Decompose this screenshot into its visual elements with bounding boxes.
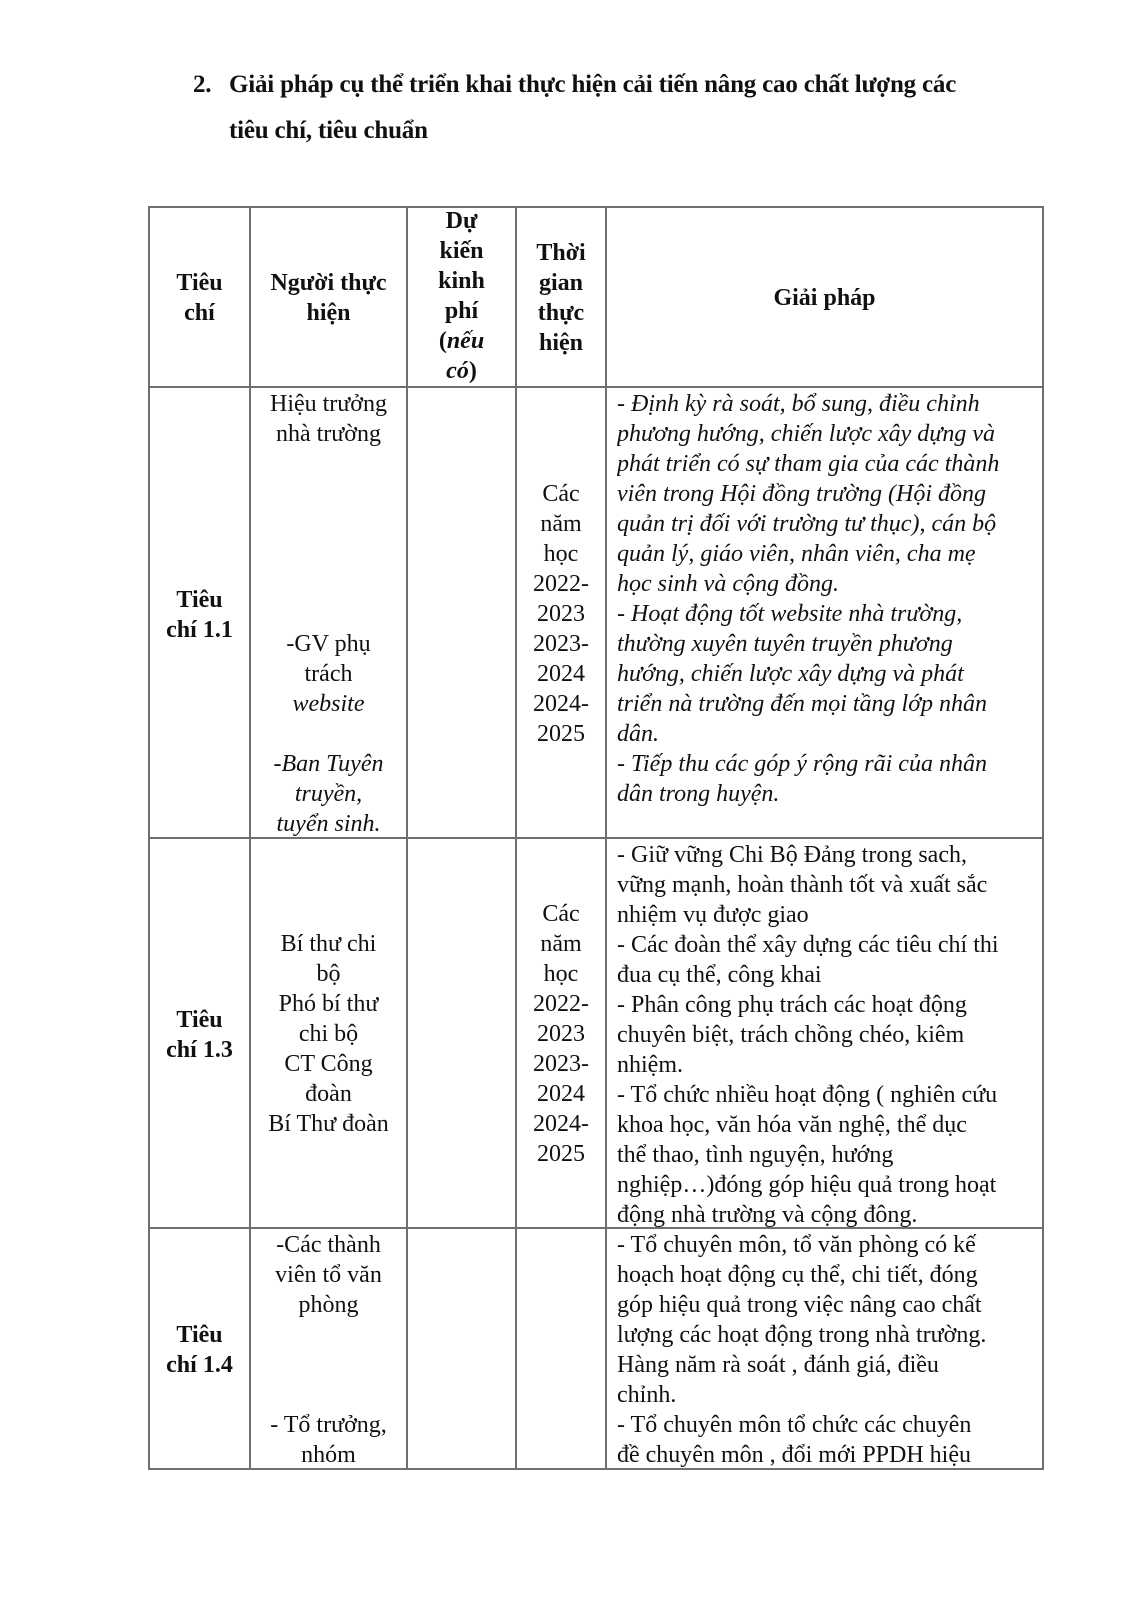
row-solution: - Giữ vững Chi Bộ Đảng trong sach, vững mạnh, hoàn thành tốt và xuất sắc nhiệm vụ được giao - Các đoàn thể xây dựng các tiêu chí thi đua cụ thể, công khai - Phân công phụ trách các hoạt động chuyên biệt, trách chồng chéo, kiêm nhiệm. - Tổ chức nhiều hoạt động ( nghiên cứu khoa học, văn hóa văn nghệ, thể dục thể thao, tình nguyện, hướng nghiệp…)đóng góp hiệu quả trong hoạt động nhà trường và cộng đông.	[617, 842, 999, 1228]
header-solution: Giải pháp	[773, 285, 876, 311]
row-solution: - Tổ chuyên môn, tổ văn phòng có kế hoạch hoạt động cụ thể, chi tiết, đóng góp hiệu quả trong việc nâng cao chất lượng các hoạt động trong nhà trường. Hàng năm rà soát , đánh giá, điều chỉnh. - Tổ chuyên môn tổ chức các chuyên đề chuyên môn , đổi mới PPDH hiệu	[617, 1232, 987, 1468]
section-title-line: Giải pháp cụ thể triển khai thực hiện cải tiến nâng cao chất lượng các	[229, 71, 957, 98]
row-criterion: Tiêu chí 1.1	[166, 587, 233, 643]
row-person: Hiệu trưởng nhà trường	[269, 391, 387, 447]
row-time: Các năm học 2022- 2023 2023- 2024 2024- 2025	[533, 901, 589, 1167]
row-person: -Các thành viên tổ văn phòng	[275, 1232, 382, 1318]
header-criterion: Tiêu chí	[176, 270, 223, 326]
row-person: - Tổ trưởng, nhóm	[270, 1412, 387, 1468]
section-number: 2.	[193, 71, 212, 98]
table-border	[148, 206, 1044, 208]
section-title-line: tiêu chí, tiêu chuẩn	[229, 117, 428, 144]
header-budget: Dự kiến kinh phí (nếu có)	[438, 208, 485, 384]
header-time: Thời gian thực hiện	[536, 240, 586, 356]
solutions-table	[148, 206, 1044, 1470]
header-person: Người thực hiện	[270, 270, 387, 326]
row-divider	[148, 386, 1044, 388]
row-solution: - Định kỳ rà soát, bổ sung, điều chỉnh phương hướng, chiến lược xây dựng và phát triển có sự tham gia của các thành viên trong Hội đồng trường (Hội đồng quản trị đối với trường tư thục), cán bộ quản lý, giáo viên, nhân viên, cha mẹ học sinh và cộng đồng. - Hoạt động tốt website nhà trường, thường xuyên tuyên truyền phương hướng, chiến lược xây dựng và phát triển nà trường đến mọi tầng lớp nhân dân. - Tiếp thu các góp ý rộng rãi của nhân dân trong huyện.	[617, 391, 1000, 807]
row-person: -GV phụ trách website	[286, 631, 371, 717]
row-criterion: Tiêu chí 1.4	[166, 1322, 233, 1378]
row-time: Các năm học 2022- 2023 2023- 2024 2024- 2025	[533, 481, 589, 747]
row-person: Bí thư chi bộ Phó bí thư chi bộ CT Công đoàn Bí Thư đoàn	[268, 931, 389, 1137]
row-criterion: Tiêu chí 1.3	[166, 1007, 233, 1063]
row-person: -Ban Tuyên truyền, tuyển sinh.	[273, 751, 384, 837]
